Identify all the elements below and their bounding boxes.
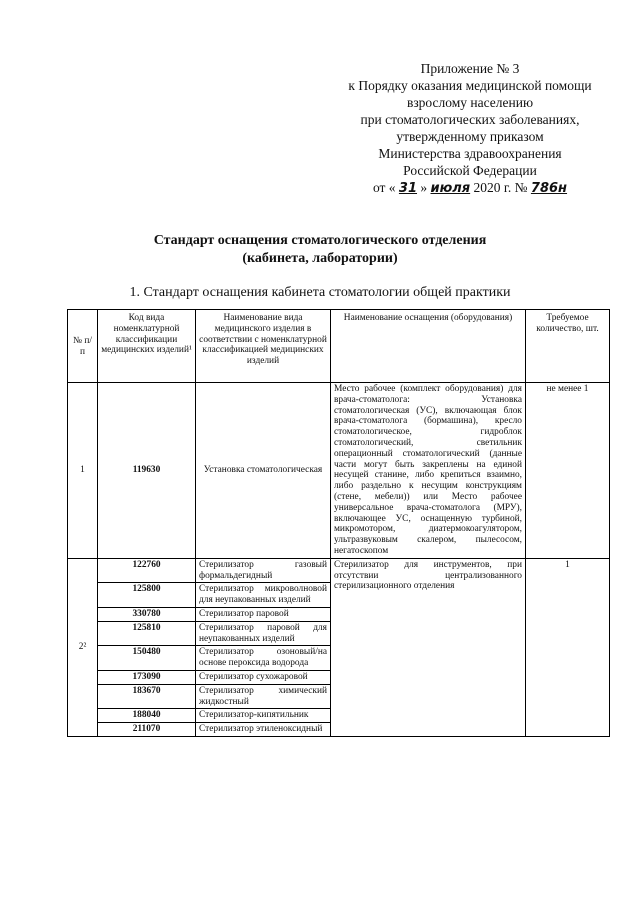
appendix-line: при стоматологических заболеваниях, <box>360 112 580 127</box>
header-num: № п/п <box>68 310 98 383</box>
row-num: 1 <box>68 383 98 559</box>
row-code: 125800 <box>98 583 196 608</box>
title-line-2: (кабинета, лаборатории) <box>242 251 398 266</box>
row-device: Стерилизатор сухожаровой <box>196 670 331 684</box>
header-qty: Требуемое количество, шт. <box>526 310 610 383</box>
header-device: Наименование вида медицинского изделия в соответствии с номенклатурной классификацией медицинских изделий <box>196 310 331 383</box>
row-code: 211070 <box>98 723 196 737</box>
appendix-line: Министерства здравоохранения <box>378 146 562 161</box>
row-code: 173090 <box>98 670 196 684</box>
table-row <box>68 558 610 583</box>
row-code: 150480 <box>98 646 196 671</box>
row-qty: не менее 1 <box>526 383 610 559</box>
equipment-table <box>67 309 610 737</box>
order-month: июля <box>430 181 471 196</box>
row-device: Стерилизатор-кипятильник <box>196 709 331 723</box>
appendix-line: взрослому населению <box>406 95 534 110</box>
section-subtitle: 1. Стандарт оснащения кабинета стоматологии общей практики <box>129 285 511 300</box>
row-qty: 1 <box>526 558 610 736</box>
header-code: Код вида номенклатурной классификации медицинских изделий¹ <box>98 310 196 383</box>
row-num: 2² <box>68 558 98 736</box>
row-device: Стерилизатор химический жидкостный <box>196 684 331 709</box>
order-day: 31 <box>398 181 418 196</box>
row-device: Стерилизатор газовый формальдегидный <box>196 558 331 583</box>
appendix-title: Приложение № 3 <box>420 61 520 76</box>
date-separator: » <box>420 180 428 195</box>
appendix-line: к Порядку оказания медицинской помощи <box>348 78 592 93</box>
row-code: 122760 <box>98 558 196 583</box>
row-device: Стерилизатор этиленоксидный <box>196 723 331 737</box>
document-title <box>60 232 580 268</box>
order-year: 2020 г. № <box>473 180 528 195</box>
row-code: 119630 <box>98 383 196 559</box>
row-equipment: Место рабочее (комплект оборудования) для врача-стоматолога: Установка стоматологическая (УС), включающая блок врача-стоматолога (бормашина), кресло стоматологическое, гидроблок стоматологический, светильник операционный стоматологический (данные части могут быть закреплены на единой несущей станине, либо крепиться взаимно, либо раздельно к несущим конструкциям (стене, мебели)) или Место рабочее универсальное врача-стоматолога (МРУ), включающее УС, оснащенную турбиной, микромотором, диатермокоагулятором, ультразвуковым скалером, пылесосом, негатоскопом <box>331 383 526 559</box>
row-device: Стерилизатор микроволновой для неупакованных изделий <box>196 583 331 608</box>
date-prefix: от « <box>372 180 396 195</box>
table-header-row <box>68 310 610 383</box>
row-code: 330780 <box>98 607 196 621</box>
appendix-line: утвержденному приказом <box>396 129 544 144</box>
order-number: 786н <box>530 181 568 196</box>
row-equipment: Стерилизатор для инструментов, при отсутствии централизованного стерилизационного отделения <box>331 558 526 736</box>
header-equipment: Наименование оснащения (оборудования) <box>331 310 526 383</box>
appendix-header <box>340 60 600 197</box>
appendix-line: Российской Федерации <box>403 163 537 178</box>
row-device: Стерилизатор паровой для неупакованных изделий <box>196 621 331 646</box>
row-code: 188040 <box>98 709 196 723</box>
title-line-1: Стандарт оснащения стоматологического отделения <box>153 233 487 248</box>
row-device: Установка стоматологическая <box>196 383 331 559</box>
table-row <box>68 383 610 559</box>
order-date-line <box>340 179 600 197</box>
row-code: 125810 <box>98 621 196 646</box>
row-device: Стерилизатор озоновый/на основе пероксида водорода <box>196 646 331 671</box>
row-device: Стерилизатор паровой <box>196 607 331 621</box>
row-code: 183670 <box>98 684 196 709</box>
